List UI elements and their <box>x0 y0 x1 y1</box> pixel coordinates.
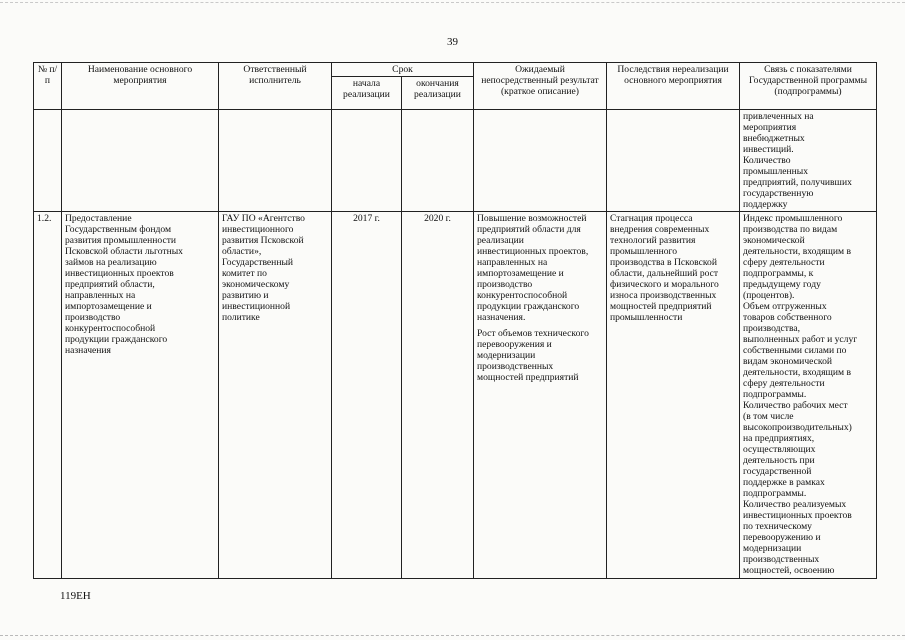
header-executor: Ответственный исполнитель <box>219 63 332 110</box>
cell-empty <box>332 110 402 212</box>
header-number: № п/п <box>34 63 62 110</box>
cell-empty <box>219 110 332 212</box>
cell-empty <box>34 110 62 212</box>
document-code: 119ЕН <box>60 590 91 602</box>
cell-consequences: Стагнация процесса внедрения современных технологий развития промышленного производства в Псковской области, дальнейший рост физического и морального износа производственных мощностей предприятий промышленности <box>607 212 740 579</box>
header-consequences: Последствия нереализации основного мероприятия <box>607 63 740 110</box>
header-term-start: начала реализации <box>332 77 402 110</box>
cell-number: 1.2. <box>34 212 62 579</box>
cell-executor: ГАУ ПО «Агентство инвестиционного развития Псковской области», Государственный комитет по экономическому развитию и инвестиционной политике <box>219 212 332 579</box>
cell-indicators-continued: привлеченных на мероприятия внебюджетных инвестиций. Количество промышленных предприятий, получивших государственную поддержку <box>740 110 877 212</box>
header-row <box>34 63 877 77</box>
cell-expected-result <box>474 212 607 579</box>
cell-empty <box>474 110 607 212</box>
header-indicators: Связь с показателями Государственной программы (подпрограммы) <box>740 63 877 110</box>
expected-result-paragraph: Рост объемов технического перевооружения и модернизации производственных мощностей предприятий <box>477 328 589 383</box>
cell-term-start: 2017 г. <box>332 212 402 579</box>
activities-table <box>33 62 877 579</box>
table-row <box>34 110 877 212</box>
header-term: Срок <box>332 63 474 77</box>
scan-edge-top <box>0 2 905 3</box>
header-expected-result: Ожидаемый непосредственный результат (краткое описание) <box>474 63 607 110</box>
scan-edge-bottom <box>0 635 905 636</box>
cell-empty <box>62 110 219 212</box>
cell-empty <box>607 110 740 212</box>
cell-empty <box>402 110 474 212</box>
page-number: 39 <box>447 36 458 48</box>
header-activity-name: Наименование основного мероприятия <box>62 63 219 110</box>
table-row <box>34 212 877 579</box>
cell-term-end: 2020 г. <box>402 212 474 579</box>
cell-indicators: Индекс промышленного производства по видам экономической деятельности, входящим в сферу деятельности подпрограммы, к предыдущему году (процентов). Объем отгруженных товаров собственного производства, выполненных работ и услуг собственными силами по видам экономической деятельности, входящим в сферу деятельности подпрограммы. Количество рабочих мест (в том числе высокопроизводительных) на предприятиях, осуществляющих деятельность при государственной поддержке в рамках подпрограммы. Количество реализуемых инвестиционных проектов по техническому перевооружению и модернизации производственных мощностей, освоению <box>740 212 877 579</box>
cell-activity-name: Предоставление Государственным фондом развития промышленности Псковской области льготных займов на реализацию инвестиционных проектов предприятий области, направленных на импортозамещение и производство конкурентоспособной продукции гражданского назначения <box>62 212 219 579</box>
header-term-end: окончания реализации <box>402 77 474 110</box>
expected-result-paragraph: Повышение возможностей предприятий области для реализации инвестиционных проектов, направленных на импортозамещение и производство конкурентоспособной продукции гражданского назначения. <box>477 213 589 323</box>
